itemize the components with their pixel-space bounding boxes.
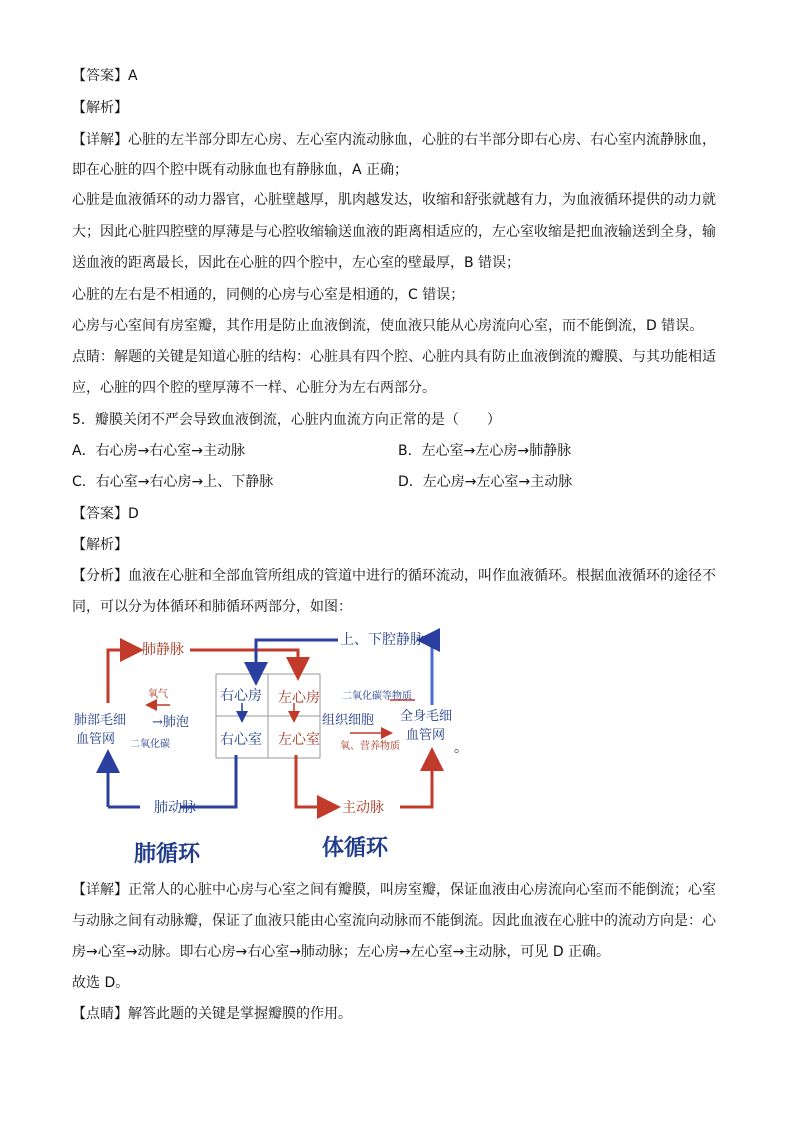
cell-right-atrium: 右心房 [220, 688, 262, 704]
text-line: 心房与心室间有房室瓣，其作用是防止血液倒流，使血液只能从心房流向心室，而不能倒流，D 错误。 [72, 318, 704, 334]
label-body-capillary-2: 血管网 [406, 728, 446, 743]
text-line: 【详解】心脏的左半部分即左心房、左心室内流动脉血，心脏的右半部分即右心房、右心室内流静脉血， [72, 132, 716, 148]
label-alveoli: →肺泡 [152, 715, 189, 730]
text-line: 故选 D。 [72, 975, 130, 991]
label-co2: 二氧化碳 [130, 739, 170, 750]
option-d: D．左心房→左心室→主动脉 [398, 474, 573, 490]
label-body-capillary-1: 全身毛细 [400, 709, 453, 724]
text-line: 【答案】D [72, 506, 139, 522]
text-line: 同，可以分为体循环和肺循环两部分，如图： [72, 599, 352, 615]
label-tissue-cells: 组织细胞 [322, 713, 375, 728]
text-line: 与动脉之间有动脉瓣，保证了血液只能由心室流向动脉而不能倒流。因此血液在心脏中的流动方向是：心 [72, 913, 716, 929]
title-systemic-circulation: 体循环 [322, 836, 389, 861]
text-line: 【分析】血液在心脏和全部血管所组成的管道中进行的循环流动，叫作血液循环。根据血液循环的途径不 [72, 568, 716, 584]
text-line: 【点睛】解答此题的关键是掌握瓣膜的作用。 [72, 1006, 352, 1022]
text-line: 【答案】A [72, 68, 138, 84]
diagram-period: 。 [454, 740, 468, 756]
label-aorta: 主动脉 [342, 800, 384, 816]
label-lung-capillary-2: 血管网 [76, 732, 116, 747]
label-vena-cava: 上、下腔静脉 [340, 632, 424, 648]
option-a: A．右心房→右心室→主动脉 [72, 443, 246, 459]
text-line: 大；因此心脏四腔壁的厚薄是与心腔收缩输送血液的距离相适应的，左心室收缩是把血液输送到全身，输 [72, 224, 716, 240]
diagram-arrows [70, 625, 470, 875]
cell-right-ventricle: 右心室 [220, 732, 262, 748]
label-oxygen-nutrients: 氧、营养物质 [340, 741, 400, 752]
cell-left-ventricle: 左心室 [278, 732, 320, 748]
label-pulmonary-artery: 肺动脉 [154, 800, 196, 816]
label-co2-etc: 二氧化碳等物质 [342, 691, 412, 702]
option-c: C．右心室→右心房→上、下静脉 [72, 474, 274, 490]
circulation-diagram [70, 625, 470, 875]
label-oxygen: 氧气 [148, 689, 168, 700]
label-pulmonary-vein: 肺静脉 [142, 642, 184, 658]
cell-left-atrium: 左心房 [278, 690, 320, 706]
question-stem: 5．瓣膜关闭不严会导致血液倒流，心脏内血流方向正常的是（ ） [72, 412, 501, 428]
text-line: 【解析】 [72, 100, 128, 116]
text-line: 【解析】 [72, 537, 128, 553]
text-line: 即在心脏的四个腔中既有动脉血也有静脉血，A 正确； [72, 162, 409, 178]
text-line: 点睛：解题的关键是知道心脏的结构：心脏具有四个腔、心脏内具有防止血液倒流的瓣膜、与其功能相适 [72, 349, 716, 365]
text-line: 送血液的距离最长，因此在心脏的四个腔中，左心室的壁最厚，B 错误； [72, 255, 521, 271]
text-line: 心脏的左右是不相通的，同侧的心房与心室是相通的，C 错误； [72, 287, 465, 303]
label-lung-capillary-1: 肺部毛细 [74, 713, 127, 728]
text-line: 房→心室→动脉。即右心房→右心室→肺动脉；左心房→左心室→主动脉，可见 D 正确。 [72, 944, 611, 960]
text-line: 心脏是血液循环的动力器官，心脏壁越厚，肌肉越发达，收缩和舒张就越有力，为血液循环提供的动力就 [72, 192, 716, 208]
option-b: B．左心室→左心房→肺静脉 [398, 443, 572, 459]
text-line: 应，心脏的四个腔的壁厚薄不一样、心脏分为左右两部分。 [72, 380, 436, 396]
text-line: 【详解】正常人的心脏中心房与心室之间有瓣膜，叫房室瓣，保证血液由心房流向心室而不能倒流；心室 [72, 882, 716, 898]
title-pulmonary-circulation: 肺循环 [134, 842, 201, 867]
